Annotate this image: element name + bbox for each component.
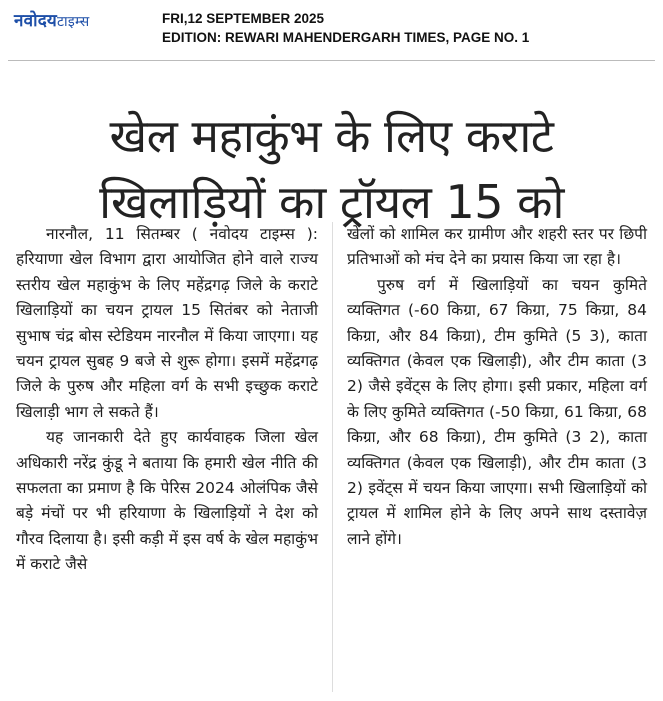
paragraph-intro: नारनौल, 11 सितम्बर ( नवोदय टाइम्स ): हरियाणा खेल विभाग द्वारा आयोजित होने वाले राज्य स्तरीय खेल महाकुंभ के लिए महेंद्रगढ़ जिले के कराटे खिलाड़ियों का चयन ट्रायल 15 सितंबर को नेताजी सुभाष चंद्र बोस स्टेडियम नारनौल में किया जाएगा। यह चयन ट्रायल सुबह 9 बजे से शुरू होगा। इसमें महेंद्रगढ़ जिले के पुरुष और महिला वर्ग के सभी इच्छुक कराटे खिलाड़ी भाग ले सकते हैं। <box>16 225 318 421</box>
headline-line-2: खिलाड़ियों का ट्रॉयल 15 को <box>99 174 564 229</box>
masthead-divider <box>8 60 655 61</box>
logo-main: नवोदय <box>14 11 57 31</box>
edition-meta <box>162 9 529 47</box>
paragraph-event-details: पुरुष वर्ग में खिलाड़ियों का चयन कुमिते व्यक्तिगत (-60 किग्रा, 67 किग्रा, 75 किग्रा, 84 किग्रा, और 84 किग्रा), टीम कुमिते (5 3), काता व्यक्तिगत (केवल एक खिलाड़ी), और टीम काता (3 2) जैसे इवेंट्स के लिए होगा। इसी प्रकार, महिला वर्ग के लिए कुमिते व्यक्तिगत (-50 किग्रा, 61 किग्रा, 68 किग्रा, और 68 किग्रा), टीम कुमिते (3 2), काता व्यक्तिगत (केवल एक खिलाड़ी), और टीम काता (3 2) इवेंट्स में चयन किया जाएगा। सभी खिलाड़ियों को ट्रायल में शामिल होने के लिए अपने साथ दस्तावेज़ लाने होंगे। <box>347 275 647 548</box>
paragraph-continuation: खेलों को शामिल कर ग्रामीण और शहरी स्तर पर छिपी प्रतिभाओं को मंच देने का प्रयास किया जा रहा है। <box>347 225 647 269</box>
article-column-left <box>16 222 318 578</box>
article-column-right <box>347 222 647 552</box>
article-headline <box>8 103 655 235</box>
masthead <box>0 0 663 52</box>
logo-sub: टाइम्स <box>56 14 90 30</box>
newspaper-logo <box>14 8 89 31</box>
edition-info: EDITION: REWARI MAHENDERGARH TIMES, PAGE NO. 1 <box>162 30 530 45</box>
paragraph-official-statement: यह जानकारी देते हुए कार्यवाहक जिला खेल अधिकारी नरेंद्र कुंडू ने बताया कि हमारी खेल नीति की सफलता का प्रमाण है कि पेरिस 2024 ओलंपिक जैसे बड़े मंचों पर भी हरियाणा के खिलाड़ियों ने देश को गौरव दिलाया है। इसी कड़ी में इस वर्ष के खेल महाकुंभ में कराटे जैसे <box>16 428 318 574</box>
column-divider <box>332 222 333 692</box>
headline-line-1: खेल महाकुंभ के लिए कराटे <box>109 108 554 163</box>
publication-date: FRI,12 SEPTEMBER 2025 <box>162 11 325 26</box>
